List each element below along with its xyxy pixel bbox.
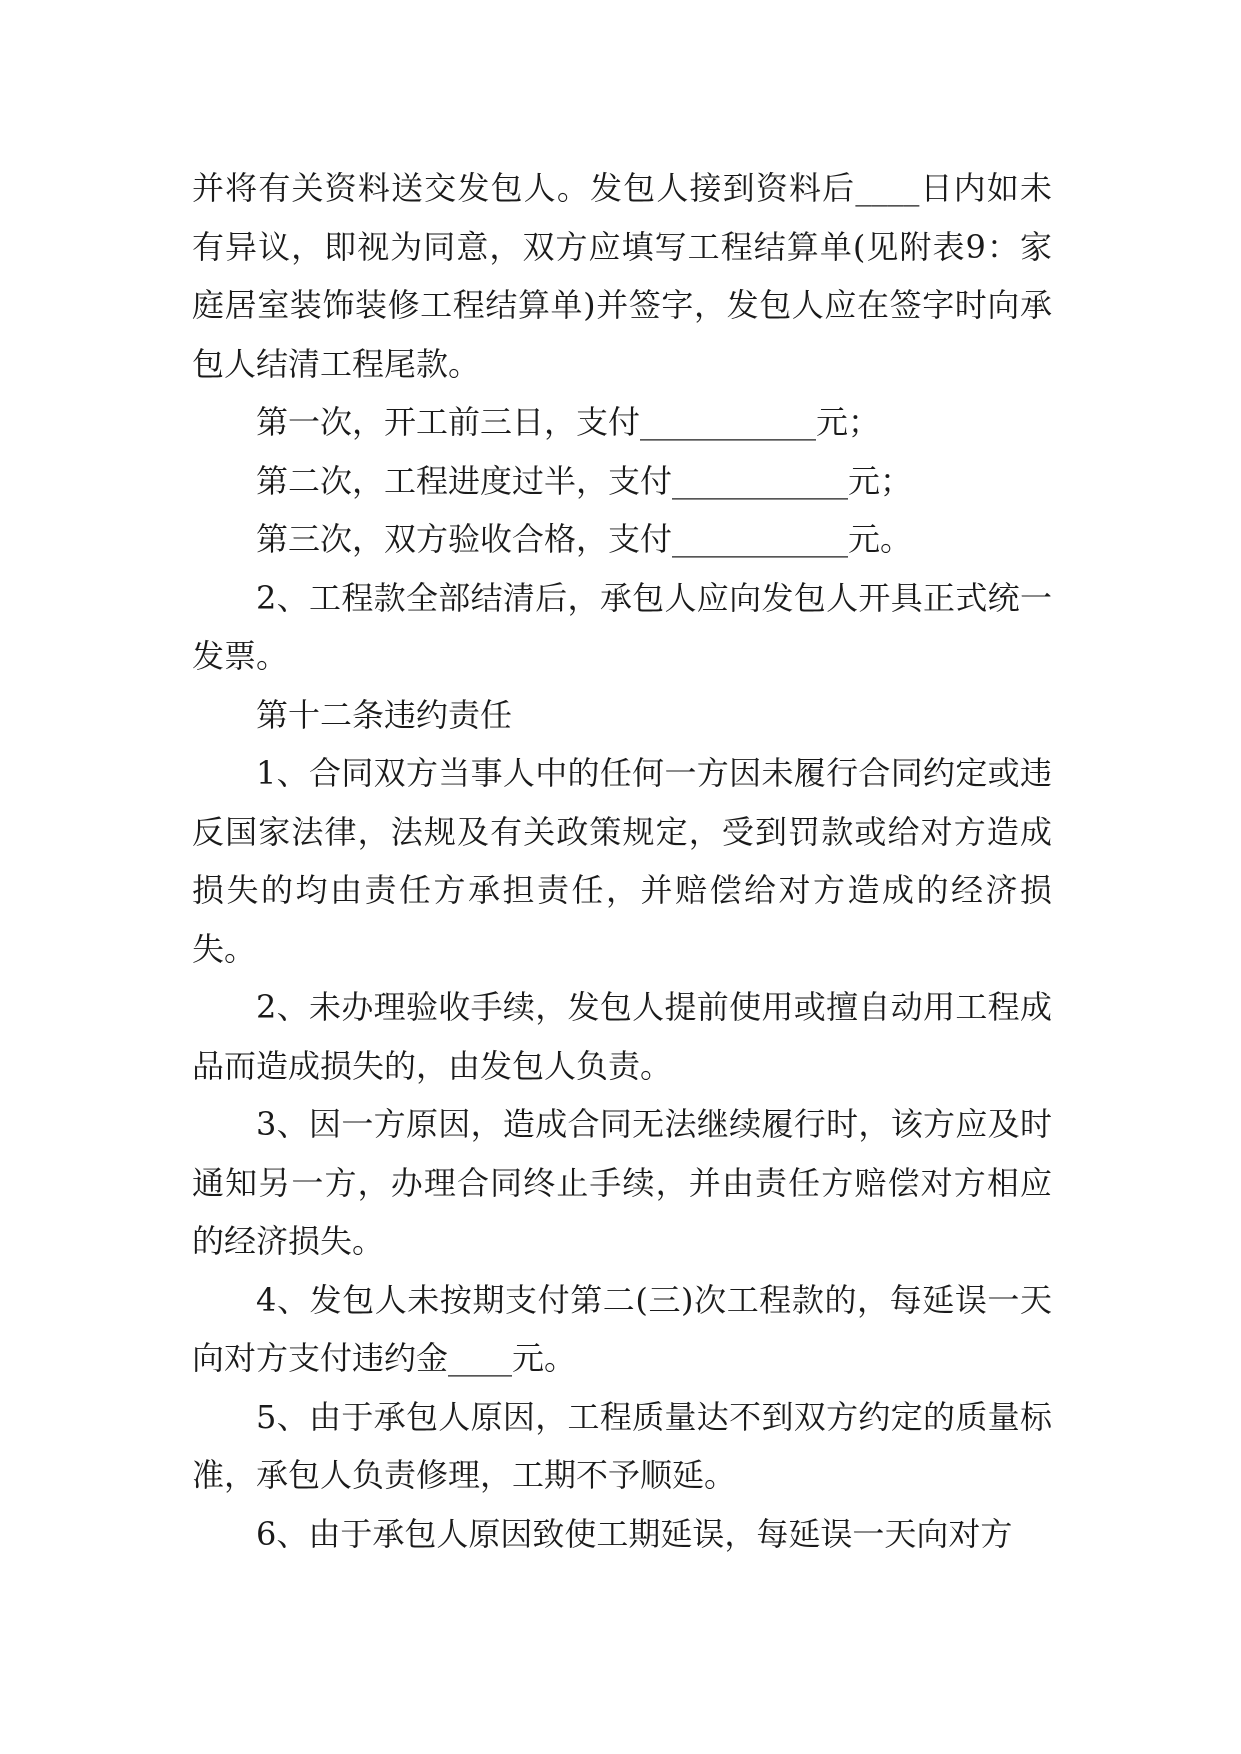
paragraph-payment-first: 第一次，开工前三日，支付___________元； [256,403,881,441]
document-page [192,159,1052,1563]
paragraph-settlement: 并将有关资料送交发包人。发包人接到资料后____日内如未有异议，即视为同意，双方应填写工程结算单(见附表9：家庭居室装饰装修工程结算单)并签字，发包人应在签字时向承包人结清工程尾款。 [192,169,1052,383]
paragraph-payment-second: 第二次，工程进度过半，支付___________元； [256,461,913,500]
paragraph-liability-2: 2、未办理验收手续，发包人提前使用或擅自动用工程成品而造成损失的，由发包人负责。 [192,988,1052,1085]
paragraph-liability-4: 4、发包人未按期支付第二(三)次工程款的，每延误一天向对方支付违约金____元。 [192,1280,1052,1377]
paragraph-liability-5: 5、由于承包人原因，工程质量达不到双方约定的质量标准，承包人负责修理，工期不予顺延。 [192,1397,1052,1494]
paragraph-liability-1: 1、合同双方当事人中的任何一方因未履行合同约定或违反国家法律，法规及有关政策规定，受到罚款或给对方造成损失的均由责任方承担责任，并赔偿给对方造成的经济损失。 [192,754,1052,968]
paragraph-invoice: 2、工程款全部结清后，承包人应向发包人开具正式统一发票。 [192,578,1052,675]
paragraph-liability-3: 3、因一方原因，造成合同无法继续履行时，该方应及时通知另一方，办理合同终止手续，并由责任方赔偿对方相应的经济损失。 [192,1105,1052,1260]
paragraph-payment-third: 第三次，双方验收合格，支付___________元。 [256,520,913,558]
section-heading-article-12: 第十二条违约责任 [256,695,513,734]
paragraph-liability-6: 6、由于承包人原因致使工期延误，每延误一天向对方 [256,1514,1013,1553]
